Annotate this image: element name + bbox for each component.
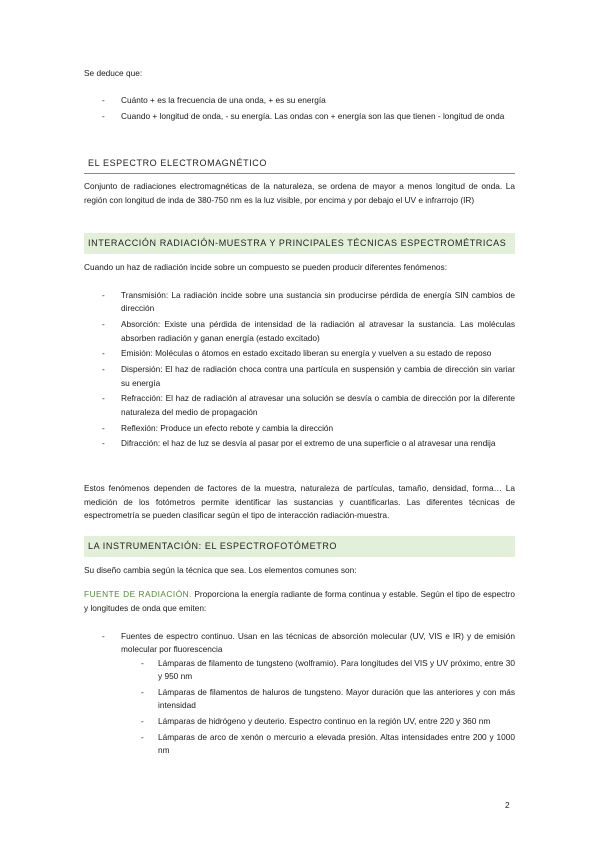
interaccion-closing: Estos fenómenos dependen de factores de la muestra, naturaleza de partículas, tamaño, densidad, forma… La medición de los fotómetros permite identificar las sustancias y cuantificarlas. Las diferentes técnicas de espectrometría se pueden clasificar según el tipo de interacción radiación-muestra. bbox=[84, 483, 515, 521]
sub-list-item: - Lámparas de arco de xenón o mercurio a elevada presión. Altas intensidades entre 200 y 1000 nm bbox=[121, 731, 515, 758]
intro-text: Se deduce que: bbox=[84, 68, 143, 78]
sub-list-item: - Lámparas de filamento de tungsteno (wolframio). Para longitudes del VIS y UV próximo, entre 30 y 950 nm bbox=[121, 657, 515, 684]
list-item: - Cuánto + es la frecuencia de una onda, + es su energía bbox=[84, 94, 515, 107]
fuente-paragraph bbox=[84, 588, 515, 615]
fuentes-continuo-text: Fuentes de espectro continuo. Usan en las técnicas de absorción molecular (UV, VIS e IR) y de emisión molecular por fluorescencia bbox=[121, 631, 515, 655]
list-item: - Reflexión: Produce un efecto rebote y cambia la dirección bbox=[84, 422, 515, 435]
fuente-lead: FUENTE DE RADIACIÓN. bbox=[84, 589, 192, 599]
instrumentacion-intro: Su diseño cambia según la técnica que sea. Los elementos comunes son: bbox=[84, 565, 357, 575]
list-item: - Emisión: Moléculas o átomos en estado excitado liberan su energía y vuelven a su estado de reposo bbox=[84, 347, 515, 360]
list-item: - Transmisión: La radiación incide sobre una sustancia sin producirse pérdida de energía SIN cambios de dirección bbox=[84, 289, 515, 316]
list-item bbox=[84, 630, 515, 758]
list-item: - Absorción: Existe una pérdida de intensidad de la radiación al atravesar la sustancia. Las moléculas absorben radiación y ganan energía (estado excitado) bbox=[84, 318, 515, 345]
list-item: - Difracción: el haz de luz se desvía al pasar por el extremo de una superficie o al atravesar una rendija bbox=[84, 437, 515, 450]
interaccion-intro: Cuando un haz de radiación incide sobre un compuesto se pueden producir diferentes fenómenos: bbox=[84, 262, 447, 272]
list-item: - Refracción: El haz de radiación al atravesar una solución se desvía o cambia de dirección por la diferente naturaleza del medio de propagación bbox=[84, 392, 515, 419]
lamps-sublist bbox=[121, 657, 515, 758]
section-heading-espectro: EL ESPECTRO ELECTROMAGNÉTICO bbox=[84, 153, 515, 174]
list-item: - Cuando + longitud de onda, - su energía. Las ondas con + energía son las que tienen - longitud de onda bbox=[84, 110, 515, 123]
fuentes-list bbox=[84, 630, 515, 760]
page-number: 2 bbox=[505, 800, 510, 810]
espectro-paragraph: Conjunto de radiaciones electromagnéticas de la naturaleza, se ordena de mayor a menos longitud de onda. La región con longitud de inda de 380-750 nm es la luz visible, por encima y por debajo el UV e infrarrojo (IR) bbox=[84, 181, 515, 205]
deduce-list bbox=[84, 94, 515, 126]
section-heading-instrumentacion: LA INSTRUMENTACIÓN: EL ESPECTROFOTÓMETRO bbox=[84, 536, 515, 557]
fuente-text: Proporciona la energía radiante de forma continua y estable. Según el tipo de espectro y longitudes de onda que emiten: bbox=[84, 589, 515, 613]
section-heading-interaccion: INTERACCIÓN RADIACIÓN-MUESTRA Y PRINCIPALES TÉCNICAS ESPECTROMÉTRICAS bbox=[84, 233, 515, 254]
phenomena-list bbox=[84, 289, 515, 453]
sub-list-item: - Lámparas de filamentos de haluros de tungsteno. Mayor duración que las anteriores y con más intensidad bbox=[121, 686, 515, 713]
sub-list-item: - Lámparas de hidrógeno y deuterio. Espectro continuo en la región UV, entre 220 y 360 nm bbox=[121, 715, 515, 728]
list-item: - Dispersión: El haz de radiación choca contra una partícula en suspensión y cambia de dirección sin variar su energía bbox=[84, 363, 515, 390]
